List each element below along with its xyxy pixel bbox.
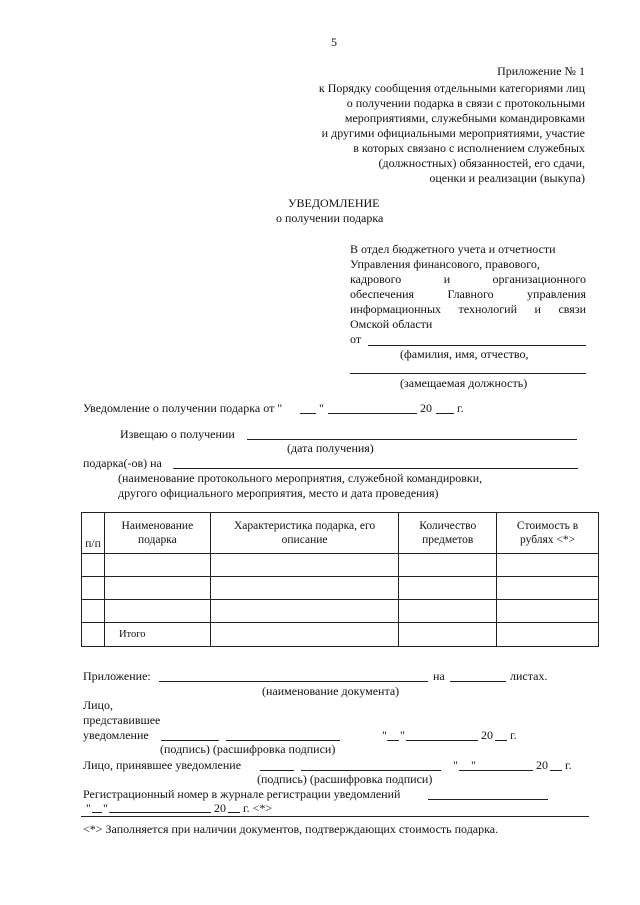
receiver-month-field[interactable] [463,770,533,771]
table-row [82,554,599,577]
notice-year-field[interactable] [436,413,454,414]
submitter-line: уведомление [83,728,149,742]
table-cell[interactable] [210,600,399,623]
document-subtitle: о получении подарка [276,211,384,225]
notice-day-field[interactable] [300,413,316,414]
gifts-table [81,512,599,647]
submitter-line: Лицо, [83,698,113,712]
attachment-on: на [433,669,445,683]
table-cell[interactable] [104,554,210,577]
registration-day-field[interactable] [92,812,102,813]
table-cell [82,623,105,647]
sheets-count-field[interactable] [450,681,506,682]
notice-month-field[interactable] [328,413,417,414]
position-field[interactable] [350,373,586,374]
addressee-line: Омской области [350,317,433,331]
receiver-quote-open: " [453,758,458,772]
fio-caption: (фамилия, имя, отчество, [400,347,529,361]
from-label: от [350,332,362,346]
header-name: Наименование подарка [104,513,210,554]
appendix-line: к Порядку сообщения отдельными категориями лиц [318,81,585,95]
event-caption: другого официального мероприятия, место и дата проведения) [118,486,439,500]
addressee-line: обеспечения Главного управления [350,287,586,301]
addressee-line: В отдел бюджетного учета и отчетности [350,242,556,256]
registration-year-suffix: г. <*> [243,801,273,815]
page-number: 5 [331,35,337,49]
registration-quote-close: " [103,801,108,815]
table-cell[interactable] [497,600,599,623]
table-row [82,577,599,600]
table-cell[interactable] [399,554,497,577]
appendix-line: (должностных) обязанностей, его сдачи, [378,156,585,170]
submitter-quote-close: " [400,728,405,742]
receiver-caption: (подпись) (расшифровка подписи) [257,772,433,786]
addressee-line: информационных технологий и связи [350,302,586,316]
submitter-year-suffix: г. [510,728,517,742]
table-cell[interactable] [82,577,105,600]
receipt-date-field[interactable] [247,439,577,440]
inform-label: Извещаю о получении [120,427,235,441]
footnote-divider [81,816,589,817]
table-cell[interactable] [210,577,399,600]
footnote: <*> Заполняется при наличии документов, подтверждающих стоимость подарка. [83,822,499,836]
appendix-line: о получении подарка в связи с протокольными [346,96,585,110]
attachment-document-field[interactable] [159,681,428,682]
submitter-month-field[interactable] [406,740,478,741]
table-cell[interactable] [82,554,105,577]
registration-month-field[interactable] [109,812,211,813]
table-row [82,600,599,623]
total-label: Итого [104,623,210,647]
attachment-sheets: листах. [510,669,548,683]
table-cell[interactable] [497,623,599,647]
submitter-year-prefix: 20 [481,728,493,742]
table-cell[interactable] [399,623,497,647]
submitter-day-field[interactable] [387,740,399,741]
table-cell[interactable] [210,554,399,577]
appendix-title: Приложение № 1 [497,64,585,78]
notice-year-suffix: г. [457,401,464,415]
submitter-year-field[interactable] [495,740,507,741]
table-total-row [82,623,599,647]
attachment-label: Приложение: [83,669,151,683]
position-caption: (замещаемая должность) [400,376,528,390]
notice-prefix: Уведомление о получении подарка от " [83,401,283,415]
registration-quote-open: " [86,801,91,815]
receiver-name-field[interactable] [301,770,441,771]
addressee-line: кадрового и организационного [350,272,586,286]
from-fio-field[interactable] [368,345,586,346]
table-cell[interactable] [82,600,105,623]
table-cell[interactable] [497,577,599,600]
submitter-caption: (подпись) (расшифровка подписи) [160,742,336,756]
appendix-line: оценки и реализации (выкупа) [429,171,585,185]
appendix-line: мероприятиями, служебными командировками [344,111,585,125]
appendix-line: и другими официальными мероприятиями, участие [321,126,585,140]
receiver-label: Лицо, принявшее уведомление [83,758,242,772]
attachment-caption: (наименование документа) [262,684,400,698]
submitter-line: представившее [83,713,161,727]
date-caption: (дата получения) [287,441,374,455]
registration-year-field[interactable] [228,812,240,813]
table-cell[interactable] [399,600,497,623]
table-cell[interactable] [210,623,399,647]
submitter-name-field[interactable] [226,740,340,741]
table-header-row [82,513,599,554]
receiver-year-field[interactable] [550,770,562,771]
addressee-line: Управления финансового, правового, [350,257,540,271]
table-cell[interactable] [497,554,599,577]
header-description: Характеристика подарка, его описание [210,513,399,554]
table-cell[interactable] [104,600,210,623]
notice-quote: " [319,401,324,415]
registration-label: Регистрационный номер в журнале регистрации уведомлений [83,787,401,801]
submitter-quote-open: " [382,728,387,742]
document-title: УВЕДОМЛЕНИЕ [288,196,380,210]
header-number: п/п [82,513,105,554]
receiver-year-prefix: 20 [536,758,548,772]
table-cell[interactable] [399,577,497,600]
submitter-signature-field[interactable] [161,740,219,741]
event-field[interactable] [173,468,578,469]
table-cell[interactable] [104,577,210,600]
appendix-line: в которых связано с исполнением служебных [353,141,585,155]
header-quantity: Количество предметов [399,513,497,554]
registration-number-field[interactable] [428,799,548,800]
gift-label: подарка(-ов) на [83,456,162,470]
receiver-signature-field[interactable] [260,770,294,771]
notice-year-prefix: 20 [420,401,432,415]
header-cost: Стоимость в рублях <*> [497,513,599,554]
receiver-year-suffix: г. [565,758,572,772]
event-caption: (наименование протокольного мероприятия, служебной командировки, [118,471,483,485]
receiver-quote-close: " [471,758,476,772]
registration-year-prefix: 20 [214,801,226,815]
